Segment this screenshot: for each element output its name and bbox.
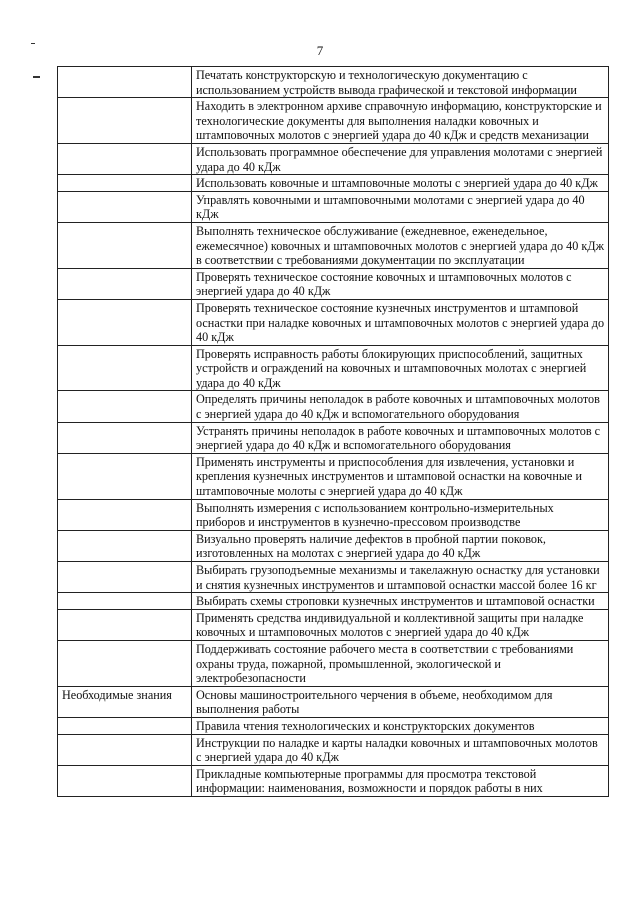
- row-requirement-text: Выполнять техническое обслуживание (ежедневное, еженедельное, ежемесячное) ковочных и штамповочных молотов с энергией удара до 40 кДж в соответствии с требованиями документации по эксплуатации: [192, 222, 609, 268]
- table-row: [58, 717, 609, 734]
- row-section-label: [58, 67, 192, 98]
- table-row: [58, 422, 609, 453]
- page-number: 7: [316, 43, 324, 58]
- row-section-label: [58, 499, 192, 530]
- table-row: [58, 453, 609, 499]
- table-row: [58, 191, 609, 222]
- row-requirement-text: Выбирать схемы строповки кузнечных инструментов и штамповой оснастки: [192, 593, 609, 610]
- row-section-label: [58, 593, 192, 610]
- margin-mark: [31, 43, 35, 44]
- row-section-label: [58, 717, 192, 734]
- row-requirement-text: Устранять причины неполадок в работе ковочных и штамповочных молотов с энергией удара до 40 кДж и вспомогательного оборудования: [192, 422, 609, 453]
- table-row: [58, 765, 609, 796]
- table-row: [58, 686, 609, 717]
- table-row: [58, 175, 609, 192]
- row-requirement-text: Применять средства индивидуальной и коллективной защиты при наладке ковочных и штамповочных молотов с энергией удара до 40 кДж: [192, 609, 609, 640]
- row-section-label: [58, 391, 192, 422]
- table-row: [58, 299, 609, 345]
- table-row: [58, 98, 609, 144]
- row-section-label: [58, 640, 192, 686]
- table-row: [58, 268, 609, 299]
- row-requirement-text: Использовать программное обеспечение для управления молотами с энергией удара до 40 кДж: [192, 143, 609, 174]
- row-section-label: [58, 143, 192, 174]
- row-section-label: [58, 530, 192, 561]
- row-section-label: [58, 222, 192, 268]
- table-row: [58, 67, 609, 98]
- row-requirement-text: Правила чтения технологических и конструкторских документов: [192, 717, 609, 734]
- row-requirement-text: Использовать ковочные и штамповочные молоты с энергией удара до 40 кДж: [192, 175, 609, 192]
- row-section-label: [58, 98, 192, 144]
- table-row: [58, 143, 609, 174]
- table-row: [58, 222, 609, 268]
- row-section-label: [58, 609, 192, 640]
- row-requirement-text: Инструкции по наладке и карты наладки ковочных и штамповочных молотов с энергией удара до 40 кДж: [192, 734, 609, 765]
- table-row: [58, 609, 609, 640]
- row-requirement-text: Проверять техническое состояние кузнечных инструментов и штамповой оснастки при наладке ковочных и штамповочных молотов с энергией удара до 40 кДж: [192, 299, 609, 345]
- table-body: [58, 67, 609, 797]
- table-row: [58, 640, 609, 686]
- row-requirement-text: Визуально проверять наличие дефектов в пробной партии поковок, изготовленных на молотах с энергией удара до 40 кДж: [192, 530, 609, 561]
- table-row: [58, 391, 609, 422]
- row-requirement-text: Определять причины неполадок в работе ковочных и штамповочных молотов с энергией удара до 40 кДж и вспомогательного оборудования: [192, 391, 609, 422]
- table-row: [58, 593, 609, 610]
- row-requirement-text: Печатать конструкторскую и технологическую документацию с использованием устройств вывода графической и текстовой информации: [192, 67, 609, 98]
- row-requirement-text: Применять инструменты и приспособления для извлечения, установки и крепления кузнечных инструментов и штамповой оснастки на ковочные и штамповочные молоты с энергией удара до 40 кДж: [192, 453, 609, 499]
- row-section-label: [58, 562, 192, 593]
- requirements-table: [57, 66, 609, 797]
- margin-mark: [33, 76, 40, 78]
- row-section-label: [58, 734, 192, 765]
- row-section-label: [58, 175, 192, 192]
- row-requirement-text: Выбирать грузоподъемные механизмы и такелажную оснастку для установки и снятия кузнечных инструментов и штамповой оснастки массой более 16 кг: [192, 562, 609, 593]
- row-section-label: [58, 345, 192, 391]
- row-requirement-text: Выполнять измерения с использованием контрольно-измерительных приборов и инструментов в кузнечно-прессовом производстве: [192, 499, 609, 530]
- row-requirement-text: Проверять исправность работы блокирующих приспособлений, защитных устройств и ограждений на ковочных и штамповочных молотах с энергией удара до 40 кДж: [192, 345, 609, 391]
- row-section-label: [58, 299, 192, 345]
- row-requirement-text: Прикладные компьютерные программы для просмотра текстовой информации: наименования, возможности и порядок работы в них: [192, 765, 609, 796]
- row-requirement-text: Находить в электронном архиве справочную информацию, конструкторские и технологические документы для выполнения наладки ковочных и штамповочных молотов с энергией удара до 40 кДж и средств механизации: [192, 98, 609, 144]
- table-row: [58, 562, 609, 593]
- row-section-label: [58, 422, 192, 453]
- row-requirement-text: Поддерживать состояние рабочего места в соответствии с требованиями охраны труда, пожарной, промышленной, экологической и электробезопасности: [192, 640, 609, 686]
- row-requirement-text: Основы машиностроительного черчения в объеме, необходимом для выполнения работы: [192, 686, 609, 717]
- table-row: [58, 499, 609, 530]
- table-row: [58, 530, 609, 561]
- row-section-label: Необходимые знания: [58, 686, 192, 717]
- row-requirement-text: Управлять ковочными и штамповочными молотами с энергией удара до 40 кДж: [192, 191, 609, 222]
- row-section-label: [58, 453, 192, 499]
- row-requirement-text: Проверять техническое состояние ковочных и штамповочных молотов с энергией удара до 40 кДж: [192, 268, 609, 299]
- table-row: [58, 345, 609, 391]
- row-section-label: [58, 765, 192, 796]
- row-section-label: [58, 268, 192, 299]
- table-row: [58, 734, 609, 765]
- row-section-label: [58, 191, 192, 222]
